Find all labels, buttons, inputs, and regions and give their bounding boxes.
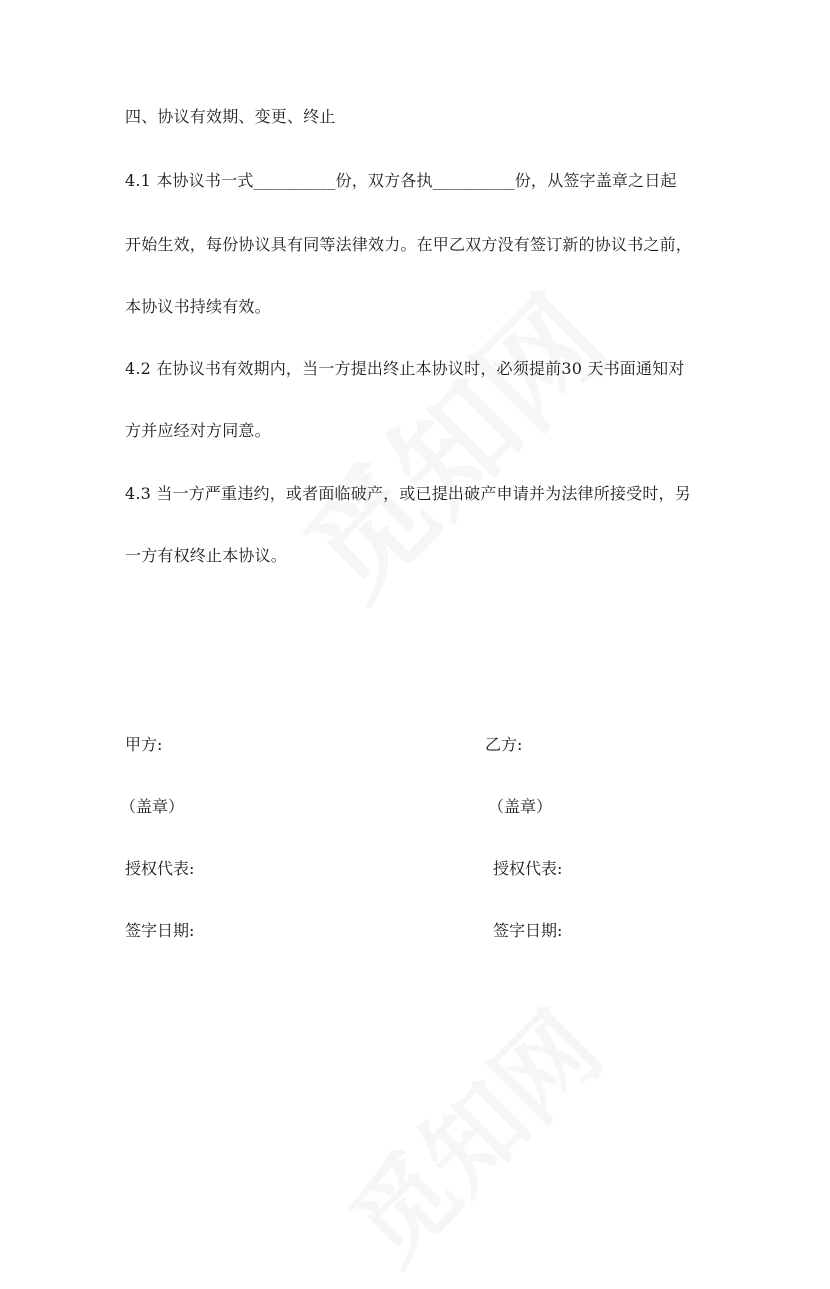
party-a-sign-date: 签字日期:: [125, 921, 195, 940]
party-b-sign-date: 签字日期:: [493, 921, 563, 940]
clause-4-2-line-2: 方并应经对方同意。: [125, 421, 271, 440]
clause-4-2-line-1: 4.2 在协议书有效期内，当一方提出终止本协议时，必须提前30 天书面通知对: [125, 359, 685, 378]
clause-4-1-line-2: 开始生效，每份协议具有同等法律效力。在甲乙双方没有签订新的协议书之前，: [125, 235, 693, 254]
section-heading: 四、协议有效期、变更、终止: [125, 107, 336, 126]
party-a-representative: 授权代表:: [125, 859, 195, 878]
watermark: [262, 253, 638, 629]
party-b-label: 乙方:: [485, 735, 523, 754]
party-b-seal: （盖章）: [488, 797, 553, 816]
watermark-bottom: [313, 975, 627, 1289]
clause-4-3-line-1: 4.3 当一方严重违约，或者面临破产，或已提出破产申请并为法律所接受时，另: [125, 484, 691, 503]
clause-4-1-line-1: 4.1 本协议书一式__________份，双方各执__________份，从签字盖章之日起: [125, 171, 677, 190]
party-a-seal: （盖章）: [120, 797, 185, 816]
party-a-label: 甲方:: [125, 735, 163, 754]
clause-4-3-line-2: 一方有权终止本协议。: [125, 546, 288, 565]
clause-4-1-line-3: 本协议书持续有效。: [125, 297, 271, 316]
party-b-representative: 授权代表:: [493, 859, 563, 878]
